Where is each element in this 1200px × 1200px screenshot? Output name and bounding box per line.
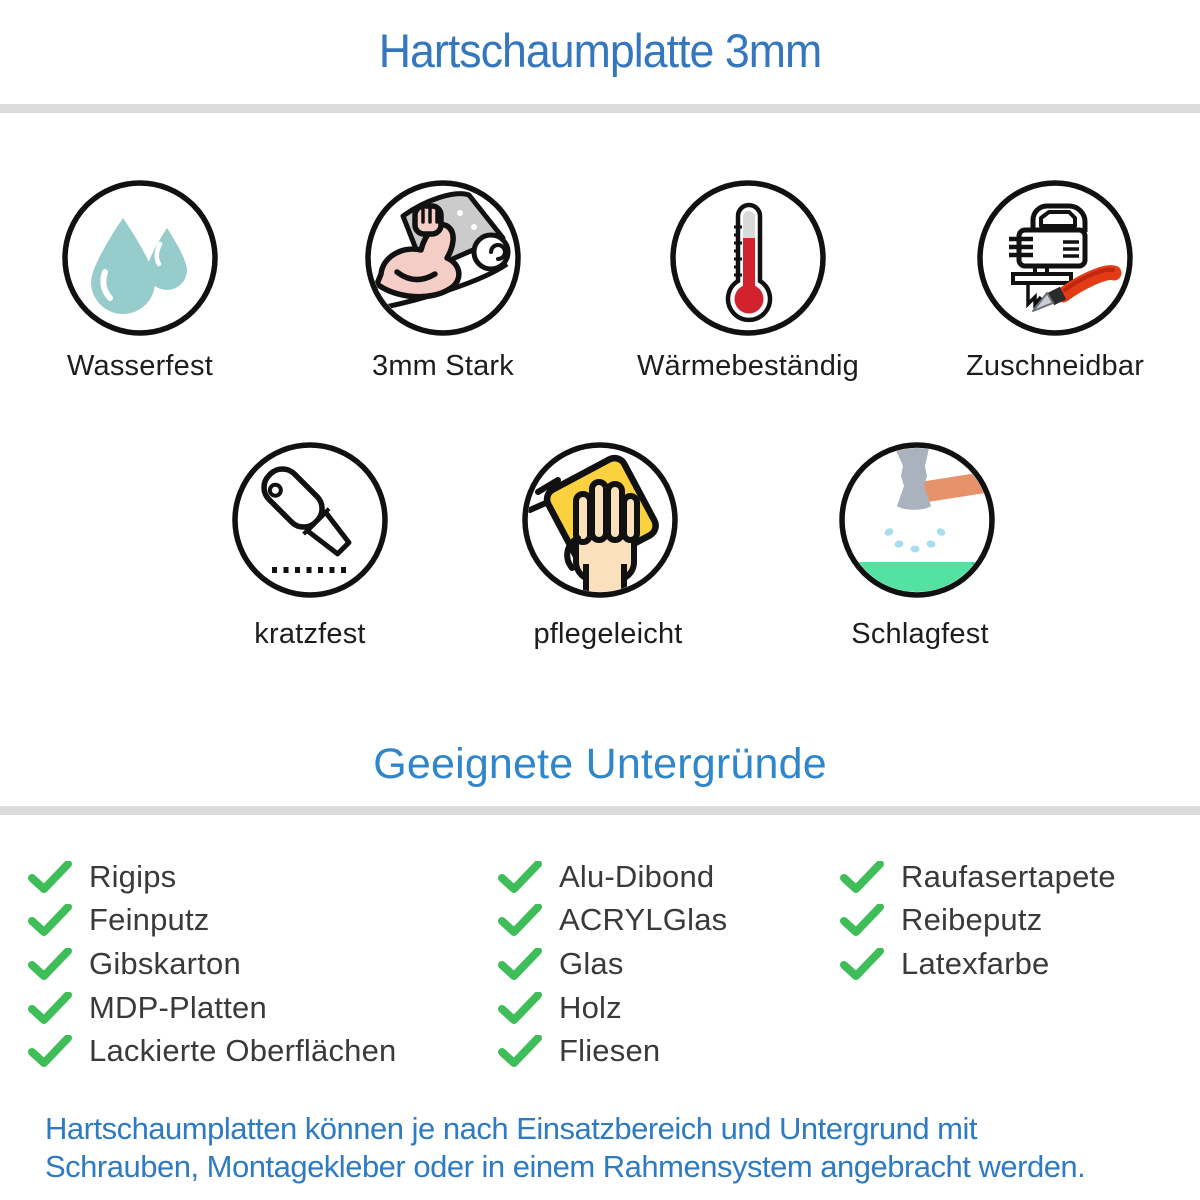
feature-label: Schlagfest	[851, 618, 989, 650]
substrate-label: Alu-Dibond	[559, 858, 715, 894]
substrate-label: Fliesen	[559, 1033, 661, 1069]
feature-wasserfest	[60, 178, 220, 338]
footer-line-1: Hartschaumplatten können je nach Einsatzbereich und Untergrund mit	[45, 1111, 977, 1146]
footer-line-2: Schrauben, Montagekleber oder in einem Rahmensystem angebracht werden.	[45, 1149, 1086, 1184]
feature-label: Wasserfest	[67, 350, 213, 382]
flexed-arm-material-icon	[363, 178, 523, 338]
substrate-label: Feinputz	[89, 902, 210, 938]
list-item	[498, 899, 727, 943]
substrate-label: MDP-Platten	[89, 989, 267, 1025]
check-icon	[498, 1035, 542, 1067]
section-title-untergruende: Geeignete Untergründe	[373, 740, 827, 788]
jigsaw-cutter-icon	[975, 178, 1135, 338]
divider-section	[0, 806, 1200, 815]
footer-note	[45, 1110, 1175, 1186]
feature-3mm-stark	[363, 178, 523, 338]
check-icon	[28, 904, 72, 936]
list-item	[28, 986, 396, 1030]
check-icon	[498, 992, 542, 1024]
substrate-label: Reibeputz	[901, 902, 1043, 938]
water-drops-icon	[60, 178, 220, 338]
list-item	[28, 1029, 396, 1073]
list-item	[840, 942, 1116, 986]
list-item	[498, 855, 727, 899]
substrate-label: Raufasertapete	[901, 858, 1116, 894]
feature-zuschneidbar	[975, 178, 1135, 338]
check-icon	[28, 992, 72, 1024]
check-icon	[498, 948, 542, 980]
substrate-column-2	[498, 855, 727, 1073]
feature-label: kratzfest	[254, 618, 366, 650]
substrate-label: Latexfarbe	[901, 945, 1050, 981]
check-icon	[498, 904, 542, 936]
cleaning-hand-icon	[520, 440, 680, 600]
check-icon	[498, 861, 542, 893]
substrate-label: Holz	[559, 989, 622, 1025]
substrate-label: Glas	[559, 945, 624, 981]
substrate-column-3	[840, 855, 1116, 986]
list-item	[498, 1029, 727, 1073]
check-icon	[28, 1035, 72, 1067]
feature-kratzfest	[230, 440, 390, 600]
list-item	[840, 855, 1116, 899]
list-item	[498, 942, 727, 986]
utility-knife-icon	[230, 440, 390, 600]
page-title: Hartschaumplatte 3mm	[378, 24, 822, 77]
check-icon	[840, 904, 884, 936]
substrate-label: ACRYLGlas	[559, 902, 728, 938]
feature-pflegeleicht	[520, 440, 680, 600]
feature-label: 3mm Stark	[372, 350, 514, 382]
substrate-label: Lackierte Oberflächen	[89, 1033, 397, 1069]
check-icon	[28, 861, 72, 893]
thermometer-icon	[668, 178, 828, 338]
feature-label: Wärmebeständig	[636, 350, 859, 382]
divider-top	[0, 104, 1200, 113]
feature-waermebestaendig	[668, 178, 828, 338]
feature-label: pflegeleicht	[533, 618, 683, 650]
check-icon	[840, 861, 884, 893]
substrate-label: Rigips	[89, 858, 177, 894]
list-item	[28, 942, 396, 986]
substrate-label: Gibskarton	[89, 945, 241, 981]
feature-label: Zuschneidbar	[965, 350, 1145, 382]
check-icon	[28, 948, 72, 980]
substrate-column-1	[28, 855, 396, 1073]
hammer-impact-icon	[837, 440, 997, 600]
check-icon	[840, 948, 884, 980]
feature-schlagfest	[837, 440, 997, 600]
list-item	[28, 899, 396, 943]
list-item	[498, 986, 727, 1030]
list-item	[840, 899, 1116, 943]
list-item	[28, 855, 396, 899]
